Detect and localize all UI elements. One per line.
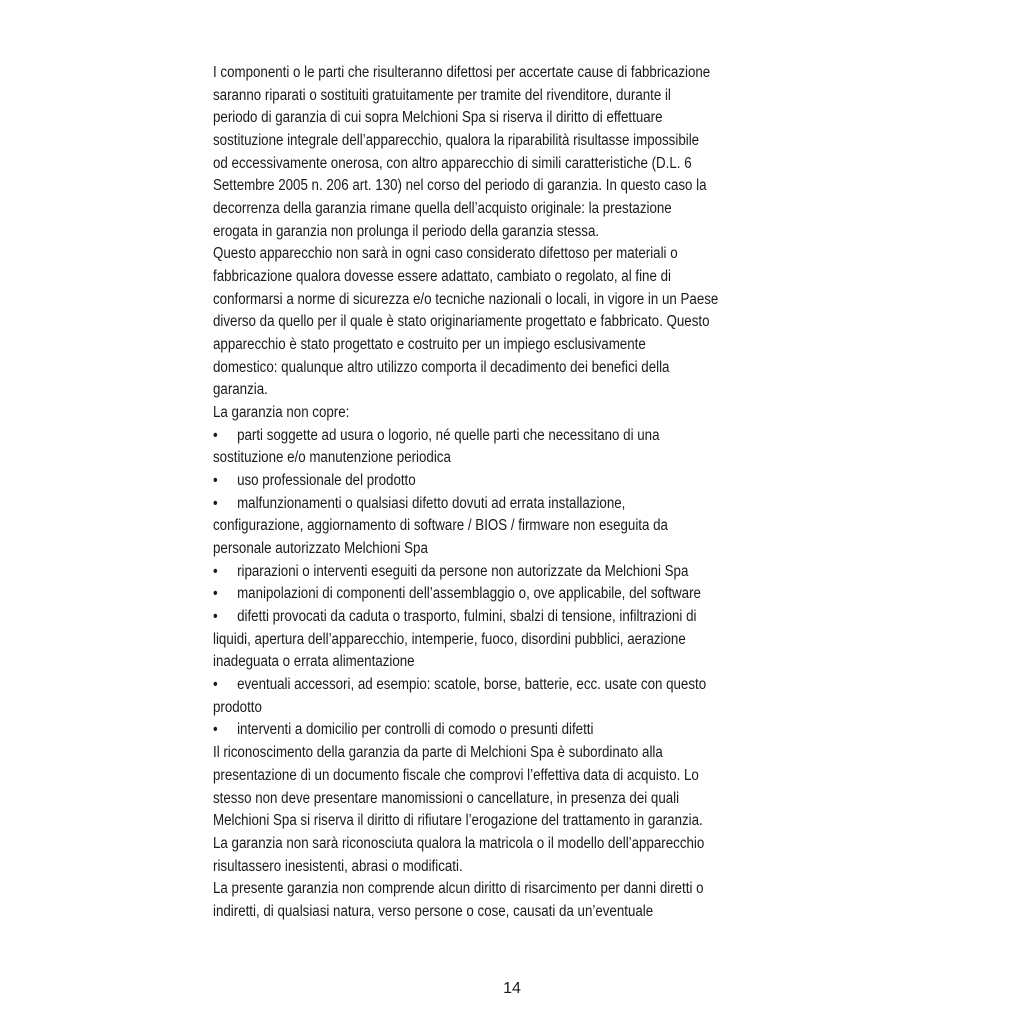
bullet-line	[213, 493, 815, 516]
bullet-line	[213, 583, 815, 606]
line-text: sostituzione e/o manutenzione periodica	[213, 449, 451, 467]
line-text: sostituzione integrale dell’apparecchio, qualora la riparabilità risultasse impossibile	[213, 132, 700, 150]
text-line	[213, 153, 815, 176]
page-number: 14	[503, 980, 521, 997]
line-text: diverso da quello per il quale è stato originariamente progettato e fabbricato. Questo	[213, 313, 710, 331]
line-text: malfunzionamenti o qualsiasi difetto dovuti ad errata installazione,	[237, 494, 626, 512]
text-line	[213, 221, 815, 244]
text-line	[213, 334, 815, 357]
text-line	[213, 62, 815, 85]
line-text: personale autorizzato Melchioni Spa	[213, 540, 428, 558]
line-text: La garanzia non sarà riconosciuta qualora la matricola o il modello dell’apparecchio	[213, 834, 705, 852]
line-text: eventuali accessori, ad esempio: scatole, borse, batterie, ecc. usate con questo	[237, 676, 707, 694]
text-line	[213, 243, 815, 266]
bullet-icon: •	[213, 585, 218, 603]
text-line	[213, 175, 815, 198]
line-text: La garanzia non copre:	[213, 404, 350, 422]
bullet-line	[213, 425, 815, 448]
text-line	[213, 788, 815, 811]
bullet-icon: •	[213, 721, 218, 739]
line-text: I componenti o le parti che risulteranno difettosi per accertate cause di fabbricazione	[213, 64, 711, 81]
line-text: periodo di garanzia di cui sopra Melchioni Spa si riserva il diritto di effettuare	[213, 109, 663, 127]
bullet-icon: •	[213, 676, 218, 694]
text-line	[213, 697, 815, 720]
line-text: erogata in garanzia non prolunga il periodo della garanzia stessa.	[213, 222, 600, 240]
text-line	[213, 311, 815, 334]
text-line	[213, 765, 815, 788]
bullet-icon: •	[213, 426, 218, 444]
line-text: risultassero inesistenti, abrasi o modificati.	[213, 857, 463, 875]
text-line	[213, 878, 815, 901]
text-line	[213, 651, 815, 674]
text-line	[213, 629, 815, 652]
text-line	[213, 810, 815, 833]
text-line	[213, 289, 815, 312]
text-line	[213, 357, 815, 380]
body-text	[213, 62, 815, 924]
line-text: apparecchio è stato progettato e costruito per un impiego esclusivamente	[213, 336, 646, 354]
line-text: liquidi, apertura dell’apparecchio, intemperie, fuoco, disordini pubblici, aerazione	[213, 630, 686, 648]
text-line	[213, 379, 815, 402]
line-text: riparazioni o interventi eseguiti da persone non autorizzate da Melchioni Spa	[237, 562, 689, 580]
line-text: saranno riparati o sostituiti gratuitamente per tramite del rivenditore, durante il	[213, 86, 671, 104]
line-text: stesso non deve presentare manomissioni o cancellature, in presenza dei quali	[213, 789, 680, 807]
line-text: parti soggette ad usura o logorio, né quelle parti che necessitano di una	[237, 426, 660, 444]
text-line	[213, 538, 815, 561]
text-line	[213, 266, 815, 289]
bullet-line	[213, 719, 815, 742]
bullet-line	[213, 561, 815, 584]
text-line	[213, 198, 815, 221]
text-line	[213, 447, 815, 470]
line-text: difetti provocati da caduta o trasporto, fulmini, sbalzi di tensione, infiltrazioni di	[237, 608, 697, 626]
line-text: od eccessivamente onerosa, con altro apparecchio di simili caratteristiche (D.L. 6	[213, 154, 692, 172]
text-line	[213, 833, 815, 856]
line-text: domestico: qualunque altro utilizzo comporta il decadimento dei benefici della	[213, 358, 670, 376]
line-text: interventi a domicilio per controlli di comodo o presunti difetti	[237, 721, 594, 739]
bullet-icon: •	[213, 608, 218, 626]
text-line	[213, 402, 815, 425]
text-line	[213, 742, 815, 765]
text-line	[213, 130, 815, 153]
line-text: Settembre 2005 n. 206 art. 130) nel corso del periodo di garanzia. In questo caso la	[213, 177, 707, 195]
line-text: inadeguata o errata alimentazione	[213, 653, 415, 671]
bullet-line	[213, 606, 815, 629]
bullet-line	[213, 470, 815, 493]
line-text: Questo apparecchio non sarà in ogni caso considerato difettoso per materiali o	[213, 245, 678, 263]
line-text: garanzia.	[213, 381, 268, 399]
line-text: Melchioni Spa si riserva il diritto di rifiutare l’erogazione del trattamento in garanzia.	[213, 812, 703, 830]
line-text: decorrenza della garanzia rimane quella dell’acquisto originale: la prestazione	[213, 200, 672, 218]
line-text: fabbricazione qualora dovesse essere adattato, cambiato o regolato, al fine di	[213, 268, 671, 286]
bullet-line	[213, 674, 815, 697]
line-text: La presente garanzia non comprende alcun diritto di risarcimento per danni diretti o	[213, 880, 704, 898]
line-text: prodotto	[213, 698, 262, 716]
line-text: uso professionale del prodotto	[237, 472, 416, 490]
line-text: presentazione di un documento fiscale che comprovi l’effettiva data di acquisto. Lo	[213, 766, 699, 784]
line-text: conformarsi a norme di sicurezza e/o tecniche nazionali o locali, in vigore in un Paese	[213, 290, 719, 308]
bullet-icon: •	[213, 472, 218, 490]
text-line	[213, 515, 815, 538]
text-line	[213, 107, 815, 130]
text-line	[213, 901, 815, 924]
text-line	[213, 856, 815, 879]
line-text: configurazione, aggiornamento di software / BIOS / firmware non eseguita da	[213, 517, 668, 535]
line-text: indiretti, di qualsiasi natura, verso persone o cose, causati da un’eventuale	[213, 902, 654, 920]
bullet-icon: •	[213, 494, 218, 512]
line-text: Il riconoscimento della garanzia da parte di Melchioni Spa è subordinato alla	[213, 744, 663, 762]
line-text: manipolazioni di componenti dell’assemblaggio o, ove applicabile, del software	[237, 585, 701, 603]
bullet-icon: •	[213, 562, 218, 580]
text-line	[213, 85, 815, 108]
